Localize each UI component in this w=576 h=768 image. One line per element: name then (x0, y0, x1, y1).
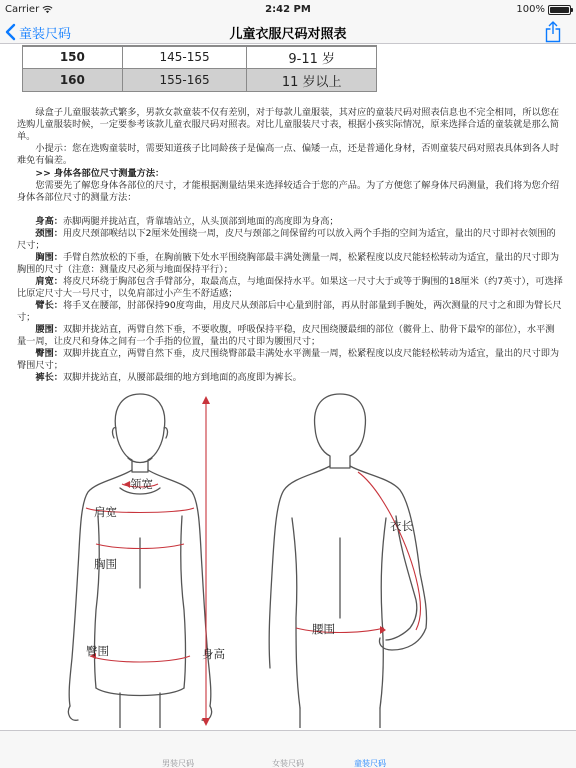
table-cell-size: 160 (23, 69, 123, 92)
table-row (23, 69, 377, 92)
measure-term: 肩宽： (35, 276, 63, 287)
measure-text: 将手叉在腰部，肘部保持90度弯曲，用皮尺从颈部后中心量到肘部，再从肘部量到手腕处，两次测量的尺寸之和即为臂长尺寸； (17, 300, 562, 323)
measure-term: 颈围： (35, 228, 63, 239)
list-item (17, 216, 563, 228)
intro-paragraph: 绿盒子儿童服装款式繁多，男款女款童装不仅有差别，对于每款儿童服装，其对应的童装尺码对照表信息也不完全相同，所以您在选购儿童服装时候，一定要参考该款儿童衣服尺码对照表。对比儿童服装尺寸表，根据小孩实际情况，原来选择合适的童装就是那么简单。 (17, 107, 560, 142)
list-item (17, 252, 563, 276)
measure-text: 赤脚两腿并拢站直，背靠墙站立，从头顶部到地面的高度即为身高； (62, 216, 339, 227)
list-item (17, 324, 563, 348)
navigation-bar (0, 20, 576, 44)
waist-label: 腰围 (312, 622, 335, 636)
back-button-label: 童装尺码 (19, 26, 72, 42)
table-cell-height: 145-155 (122, 46, 247, 69)
table-row (23, 46, 377, 69)
battery-icon (548, 5, 571, 15)
measurement-illustration (60, 388, 530, 728)
measure-text: 手臂自然放松的下垂，在胸前腋下处水平围绕胸部最丰满处测量一周，松紧程度以皮尺能轻松转动为适宜，量出的尺寸即为胸围的尺寸（注意：测量皮尺必须与地面保持平行）； (17, 252, 560, 275)
body-figures-svg (60, 388, 530, 728)
tab-bar (0, 730, 576, 768)
tab-kids-sizes[interactable]: 童装尺码 (354, 759, 386, 768)
back-figure (269, 394, 426, 728)
list-item (17, 276, 563, 300)
table-cell-height: 155-165 (122, 69, 247, 92)
tab-women-sizes[interactable]: 女装尺码 (272, 759, 304, 768)
measure-term: 臂长： (35, 300, 63, 311)
measure-lines (86, 400, 421, 722)
neck-label: 领宽 (130, 477, 153, 491)
method-title: >> 身体各部位尺寸测量方法： (35, 168, 165, 179)
shoulder-label: 肩宽 (94, 505, 117, 519)
table-cell-age: 9-11 岁 (247, 46, 377, 69)
measure-term: 身高： (35, 216, 63, 227)
list-item (17, 372, 563, 384)
list-item (17, 300, 563, 324)
measure-text: 双脚并拢站直，两臂自然下垂，不要收腹，呼吸保持平稳，皮尺围绕腰最细的部位（髋骨上、肋骨下最窄的部位），水平测量一周，让皮尺和身体之间有一个手指的位置，量出的尺寸即为腰围尺寸； (17, 324, 555, 347)
measure-text: 将皮尺环绕于胸部包含手臂部分，取最高点，与地面保持水平。如果这一尺寸大于或等于胸围的18厘米（约7英寸），可选择比原定尺寸大一号尺寸，以免肩部过小产生不舒适感； (17, 276, 563, 299)
arrow-up-icon (202, 396, 210, 404)
sleeve-label: 衣长 (390, 519, 413, 533)
method-intro: 您需要先了解您身体各部位的尺寸，才能根据测量结果来选择较适合于您的产品。为了方便您了解身体尺码测量，我们将为您介绍身体各部位尺寸的测量方法： (17, 180, 560, 203)
measure-text: 双脚并拢站直，从腰部最细的地方到地面的高度即为裤长。 (62, 372, 302, 383)
status-right (516, 4, 571, 15)
arrow-down-icon (202, 718, 210, 726)
chest-label: 胸围 (94, 557, 117, 571)
tab-men-sizes[interactable]: 男装尺码 (162, 759, 194, 768)
carrier-label: Carrier (5, 4, 40, 15)
status-time: 2:42 PM (265, 4, 311, 15)
measure-text: 双脚并拢直立，两臂自然下垂，皮尺围绕臀部最丰满处水平测量一周，松紧程度以皮尺能轻松转动为适宜，量出的尺寸即为臀围尺寸； (17, 348, 560, 371)
hip-label: 臀围 (86, 644, 109, 658)
measure-term: 腰围： (35, 324, 63, 335)
table-cell-age: 11 岁以上 (247, 69, 377, 92)
size-table (22, 45, 377, 92)
measure-text: 用皮尺颈部喉结以下2厘米处围绕一周，皮尺与颈部之间保留约可以放入两个手指的空间为适宜，量出的尺寸即衬衣领围的尺寸； (17, 228, 556, 251)
front-figure (68, 394, 211, 728)
waist-measure-line (296, 628, 384, 633)
sleeve-measure-line (358, 472, 421, 630)
share-icon[interactable] (544, 21, 562, 43)
measure-term: 臀围： (35, 348, 63, 359)
battery-fill (550, 7, 569, 13)
article-content[interactable] (0, 45, 576, 730)
measurement-list (17, 216, 563, 384)
list-item (17, 348, 563, 372)
measure-arrows (90, 396, 386, 726)
list-item (17, 228, 563, 252)
battery-percent: 100% (516, 4, 545, 15)
measure-term: 胸围： (35, 252, 63, 263)
status-bar (0, 0, 576, 20)
measure-term: 裤长： (35, 372, 63, 383)
page-title: 儿童衣服尺码对照表 (229, 27, 347, 42)
battery-tip (571, 8, 573, 12)
table-cell-size: 150 (23, 46, 123, 69)
height-label: 身高 (202, 647, 225, 661)
tip-paragraph: 小提示：您在选购童装时，需要知道孩子比同龄孩子是偏高一点、偏矮一点，还是普通化身材，否则童装尺码对照表具体到各人时难免有偏差。 (17, 143, 560, 166)
